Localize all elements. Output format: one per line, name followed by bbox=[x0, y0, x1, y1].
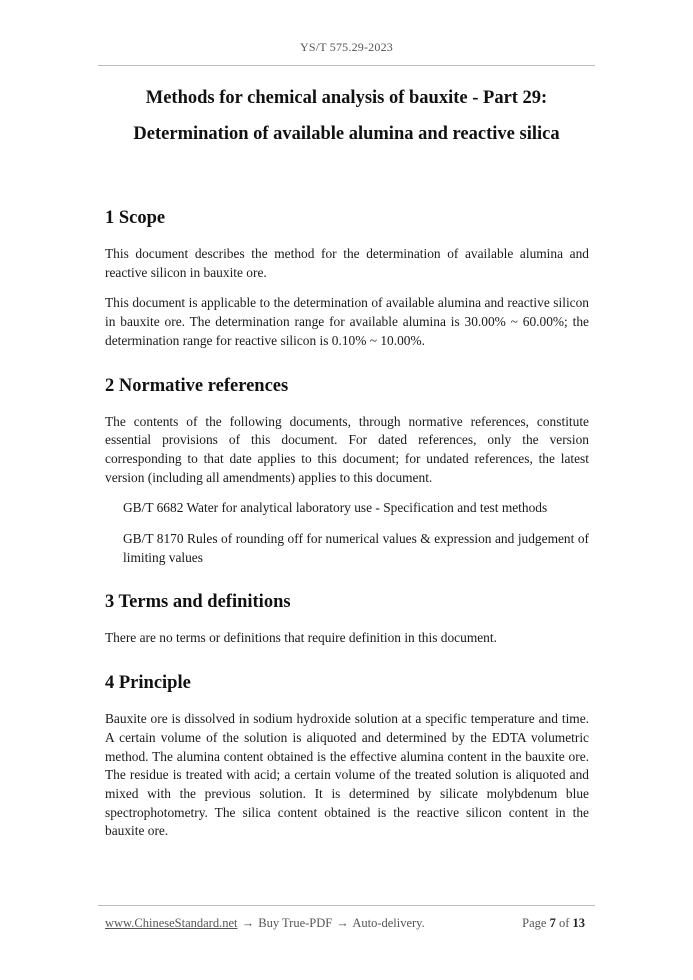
standard-code-header: YS/T 575.29-2023 bbox=[300, 40, 393, 54]
page-of-label: of bbox=[558, 916, 570, 930]
section-principle bbox=[105, 670, 589, 841]
page-total: 13 bbox=[572, 916, 585, 930]
section-terms-and-definitions bbox=[105, 589, 589, 648]
footer-promo bbox=[105, 916, 425, 931]
normative-paragraph-1: The contents of the following documents, through normative references, constitute essential provisions of this document. For dated references, only the version corresponding to that date applies to this document; for undated references, the latest version (including all amendments) applies to this document. bbox=[105, 413, 589, 485]
site-link[interactable]: www.ChineseStandard.net bbox=[105, 916, 238, 930]
scope-paragraph-2: This document is applicable to the determination of available alumina and reactive silicon in bauxite ore. The determination range for available alumina is 30.00% ~ 60.00%; the determination range for reactive silicon is 0.10% ~ 10.00%. bbox=[105, 295, 589, 348]
page-label: Page bbox=[522, 916, 547, 930]
scope-paragraph-1: This document describes the method for the determination of available alumina and reactive silicon in bauxite ore. bbox=[105, 246, 589, 280]
principle-paragraph-1: Bauxite ore is dissolved in sodium hydroxide solution at a specific temperature and time. A certain volume of the solution is aliquoted and determined by the EDTA volumetric method. The alumina content obtained is the effective alumina content in the bauxite ore. The residue is treated with acid; a certain volume of the treated solution is aliquoted and mixed with the previous solution. It is determined by silicate molybdenum blue spectrophotometry. The silica content obtained is the reactive silicon content in the bauxite ore. bbox=[105, 711, 589, 839]
section-scope bbox=[105, 205, 589, 351]
reference-item-gbt-6682: GB/T 6682 Water for analytical laboratory use - Specification and test methods bbox=[123, 500, 548, 516]
section-heading-terms: 3 Terms and definitions bbox=[105, 592, 291, 613]
section-heading-normative-references: 2 Normative references bbox=[105, 375, 289, 396]
buy-true-pdf-text: Buy True-PDF bbox=[258, 916, 333, 930]
page-current: 7 bbox=[549, 916, 556, 930]
section-normative-references bbox=[105, 373, 589, 568]
arrow-right-icon: → bbox=[241, 916, 255, 930]
document-title-line-2: Determination of available alumina and reactive silica bbox=[133, 124, 560, 144]
page-footer bbox=[105, 916, 585, 931]
footer-divider bbox=[98, 905, 595, 906]
section-heading-principle: 4 Principle bbox=[105, 673, 191, 694]
page-indicator bbox=[522, 916, 585, 931]
auto-delivery-text: Auto-delivery. bbox=[352, 916, 425, 930]
document-title-line-1: Methods for chemical analysis of bauxite - Part 29: bbox=[145, 88, 548, 108]
arrow-right-icon: → bbox=[336, 916, 349, 930]
reference-item-gbt-8170: GB/T 8170 Rules of rounding off for numerical values & expression and judgement of limiting values bbox=[123, 531, 589, 565]
document-body bbox=[105, 205, 589, 853]
section-heading-scope: 1 Scope bbox=[105, 208, 166, 228]
header-divider bbox=[98, 65, 595, 66]
terms-paragraph-1: There are no terms or definitions that require definition in this document. bbox=[105, 630, 497, 646]
